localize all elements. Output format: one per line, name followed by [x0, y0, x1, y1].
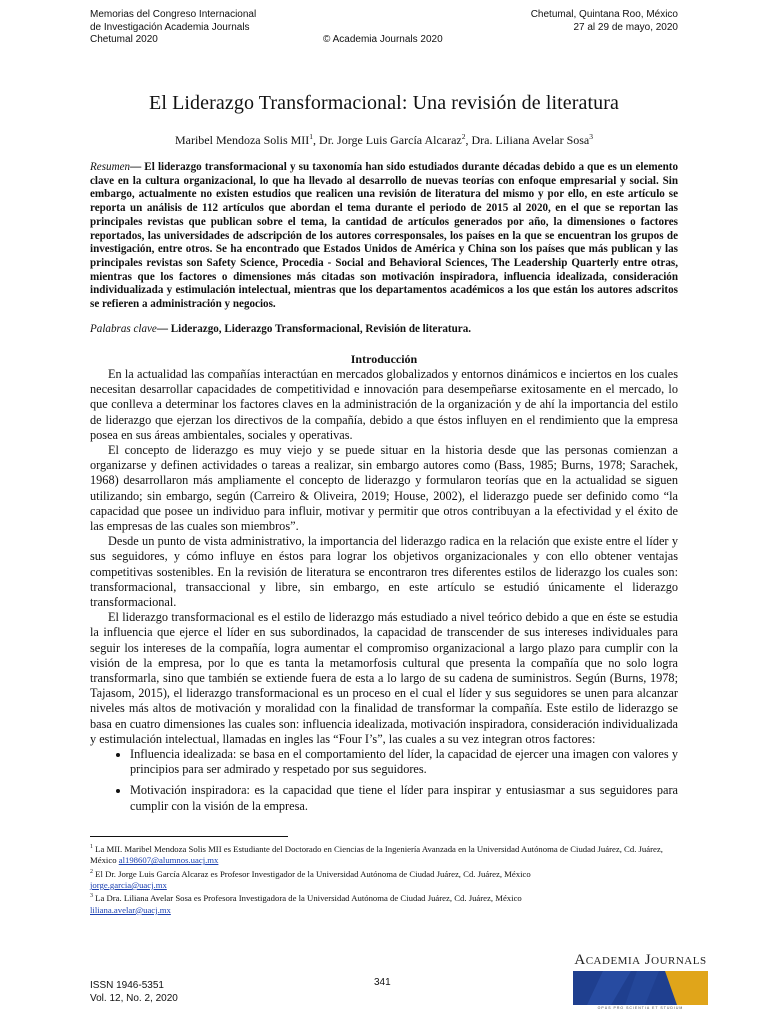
footnote — [90, 842, 690, 867]
author-name: , Dr. Jorge Luis García Alcaraz — [313, 133, 462, 147]
footnote-number: 1 — [90, 844, 93, 850]
header-line: de Investigación Academia Journals — [90, 21, 250, 33]
email-link[interactable]: liliana.avelar@uacj.mx — [90, 904, 171, 915]
footer-issn-block — [90, 979, 178, 1005]
keywords-text: — Liderazgo, Liderazgo Transformacional, Revisión de literatura. — [156, 323, 472, 335]
header-line: Chetumal 2020 — [90, 34, 158, 45]
author-list — [0, 132, 768, 148]
page-number: 341 — [374, 977, 391, 988]
abstract — [90, 161, 678, 312]
keywords — [90, 323, 678, 335]
author-name: Maribel Mendoza Solis MII — [174, 133, 310, 147]
abstract-text: — El liderazgo transformacional y su taxonomía han sido estudiados durante décadas debido a que es un elemento clave en la cultura organizacional, lo que ha llevado al desarrollo de nuevas teorías con enfoque empresarial y social. Sin embargo, actualmente no existen estudios que realicen una revisión de literatura del mismo y por ello, en este artículo se reporta un análisis de 112 artículos que abordan el tema durante el periodo de 2015 al 2020, en el que se reportan las principales revistas que publican sobre el tema, la cantidad de artículos generados por año, la dimensiones o factores reportados, las universidades de adscripción de los autores corresponsales, los países en la que se encuentran los grupos de investigación, entre otros. Se ha encontrado que Estados Unidos de América y China son los países que más publican y las principales revistas son Safety Science, Procedia - Social and Behavioral Sciences, The Leadership Quarterly entre otras, mientras que los factores o dimensiones más citadas son motivación inspiradora, influencia idealizada, consideración individualizada y estimulación intelectual, mientras que los departamentos académicos a los que están los autores adscritos se refieren a administración y negocios. — [90, 161, 678, 311]
paragraph: En la actualidad las compañías interactúan en mercados globalizados y entornos dinámicos e inciertos en los cuales necesitan desarrollar capacidades de competitividad e innovación para desempeñarse exitosamente en el mercado, lo que conlleva a determinar los factores claves en la administración de la organización y de ahí la importancia del estilo de liderazgo que ejerzan los directivos de la compañía, debido a que éstos influyen en el rendimiento que la empresa posea en sus áreas ambientales, sociales y operativas. — [90, 367, 678, 442]
keywords-label: Palabras clave — [90, 323, 157, 335]
logo-emblem-icon — [573, 971, 708, 1005]
academia-journals-logo — [573, 952, 708, 1014]
author-name: , Dra. Liliana Avelar Sosa — [465, 133, 590, 147]
logo-wordmark: Academia Journals — [574, 952, 707, 968]
section-heading-introduccion: Introducción — [350, 352, 418, 366]
volume-info: Vol. 12, No. 2, 2020 — [90, 993, 178, 1004]
body-text — [90, 367, 678, 820]
paragraph: El liderazgo transformacional es el estilo de liderazgo más estudiado a nivel teórico debido a que en éste se estudia la influencia que ejerce el líder en sus subordinados, la capacidad de transcender de sus intereses individuales para seguir los intereses de la compañía, logra aumentar el compromiso organizacional a largo plazo para cumplir con la visión de la empresa, por lo que es tanta la metamorfosis cultural que presenta la compañía que no solo logra transformarla, sino que también se extiende fuera de esta a lo largo de su cadena de suministros. Según (Burns, 1978; Tajasom, 2015), el liderazgo transformacional es un proceso en el cual el líder y sus seguidores se unen para alcanzar niveles más altos de motivación y moralidad con la finalidad de transformar la compañía. Este estilo de liderazgo se basa en cuatro dimensiones las cuales son: influencia idealizada, motivación inspiradora, consideración individualizada y estimulación intelectual, llamadas en ingles las “Four I’s”, las cuales a su vez integran otros factores: — [90, 610, 678, 746]
bullet-item: • Motivación inspiradora: es la capacidad que tiene el líder para inspirar y entusiasmar a sus seguidores para cumplir con la visión de la empresa. — [130, 783, 678, 813]
running-header-center: © Academia Journals 2020 — [323, 34, 443, 45]
header-line: 27 al 29 de mayo, 2020 — [573, 21, 678, 33]
footnote-text: La MII. Maribel Mendoza Solis MII es Estudiante del Doctorado en Ciencias de la Ingeniería Avanzada en la Universidad Autónoma de Ciudad Juárez, Cd. Juárez, México — [90, 843, 663, 866]
footnote — [90, 867, 690, 892]
header-line: Memorias del Congreso Internacional — [90, 9, 257, 20]
footnote-number: 3 — [90, 893, 93, 900]
paper-title: El Liderazgo Transformacional: Una revisión de literatura — [149, 92, 619, 114]
bullet-list — [90, 747, 678, 814]
email-link[interactable]: jorge.garcia@uacj.mx — [90, 880, 167, 890]
running-header-left — [90, 9, 256, 47]
bullet-item: • Influencia idealizada: se basa en el comportamiento del líder, la capacidad de ejercer una imagen con valores y principios para ser admirado y respetado por sus seguidores. — [130, 747, 678, 777]
paragraph: El concepto de liderazgo es muy viejo y se puede situar en la historia desde que las personas comienzan a organizarse y definen actividades o tareas a realizar, sin embargo autores como (Bass, 1985; Burns, 1978; Sarachek, 1968) desarrollaron más ampliamente el concepto de liderazgo y formularon teorías que en la actualidad se siguen utilizando; sin embargo, según (Carreiro & Oliveira, 2019; House, 2002), el liderazgo puede ser definido como “la capacidad que posee un individuo para influir, motivar y permitir que otros contribuyan a la efectividad y el éxito de las empresas de las cuales son miembros”. — [90, 443, 678, 534]
footnote-text: La Dra. Liliana Avelar Sosa es Profesora Investigadora de la Universidad Autónoma de Ciudad Juárez, Cd. Juárez, México — [93, 893, 522, 904]
author-affiliation-mark: 1 — [309, 132, 314, 141]
header-line: Chetumal, Quintana Roo, México — [530, 9, 678, 20]
logo-motto: OPUS PRO SCIENTIA ET STUDIUM — [597, 1006, 684, 1010]
paragraph: Desde un punto de vista administrativo, la importancia del liderazgo radica en la relación que existe entre el líder y sus seguidores, y cómo influye en éstos para lograr los objetivos organizacionales y con ello obtener ventajas competitivas sostenibles. En la revisión de literatura se encontraron tres diferentes estilos de liderazgo los cuales son: transformacional, transaccional y libre, sin embargo, en este artículo se estudió únicamente el liderazgo transformacional. — [90, 534, 678, 610]
email-link[interactable]: al198607@alumnos.uacj.mx — [118, 855, 219, 866]
footnotes — [90, 842, 690, 916]
author-affiliation-mark: 2 — [461, 132, 466, 141]
footnote-text: El Dr. Jorge Luis García Alcaraz es Profesor Investigador de la Universidad Autónoma de Ciudad Juárez, Cd. Juárez, México — [93, 868, 531, 879]
footnote — [90, 891, 690, 916]
abstract-label: Resumen — [90, 161, 131, 173]
footnote-number: 2 — [90, 868, 93, 875]
issn: ISSN 1946-5351 — [90, 980, 164, 991]
running-header-right — [531, 9, 678, 34]
author-affiliation-mark: 3 — [589, 132, 594, 141]
footnote-rule — [90, 836, 288, 837]
